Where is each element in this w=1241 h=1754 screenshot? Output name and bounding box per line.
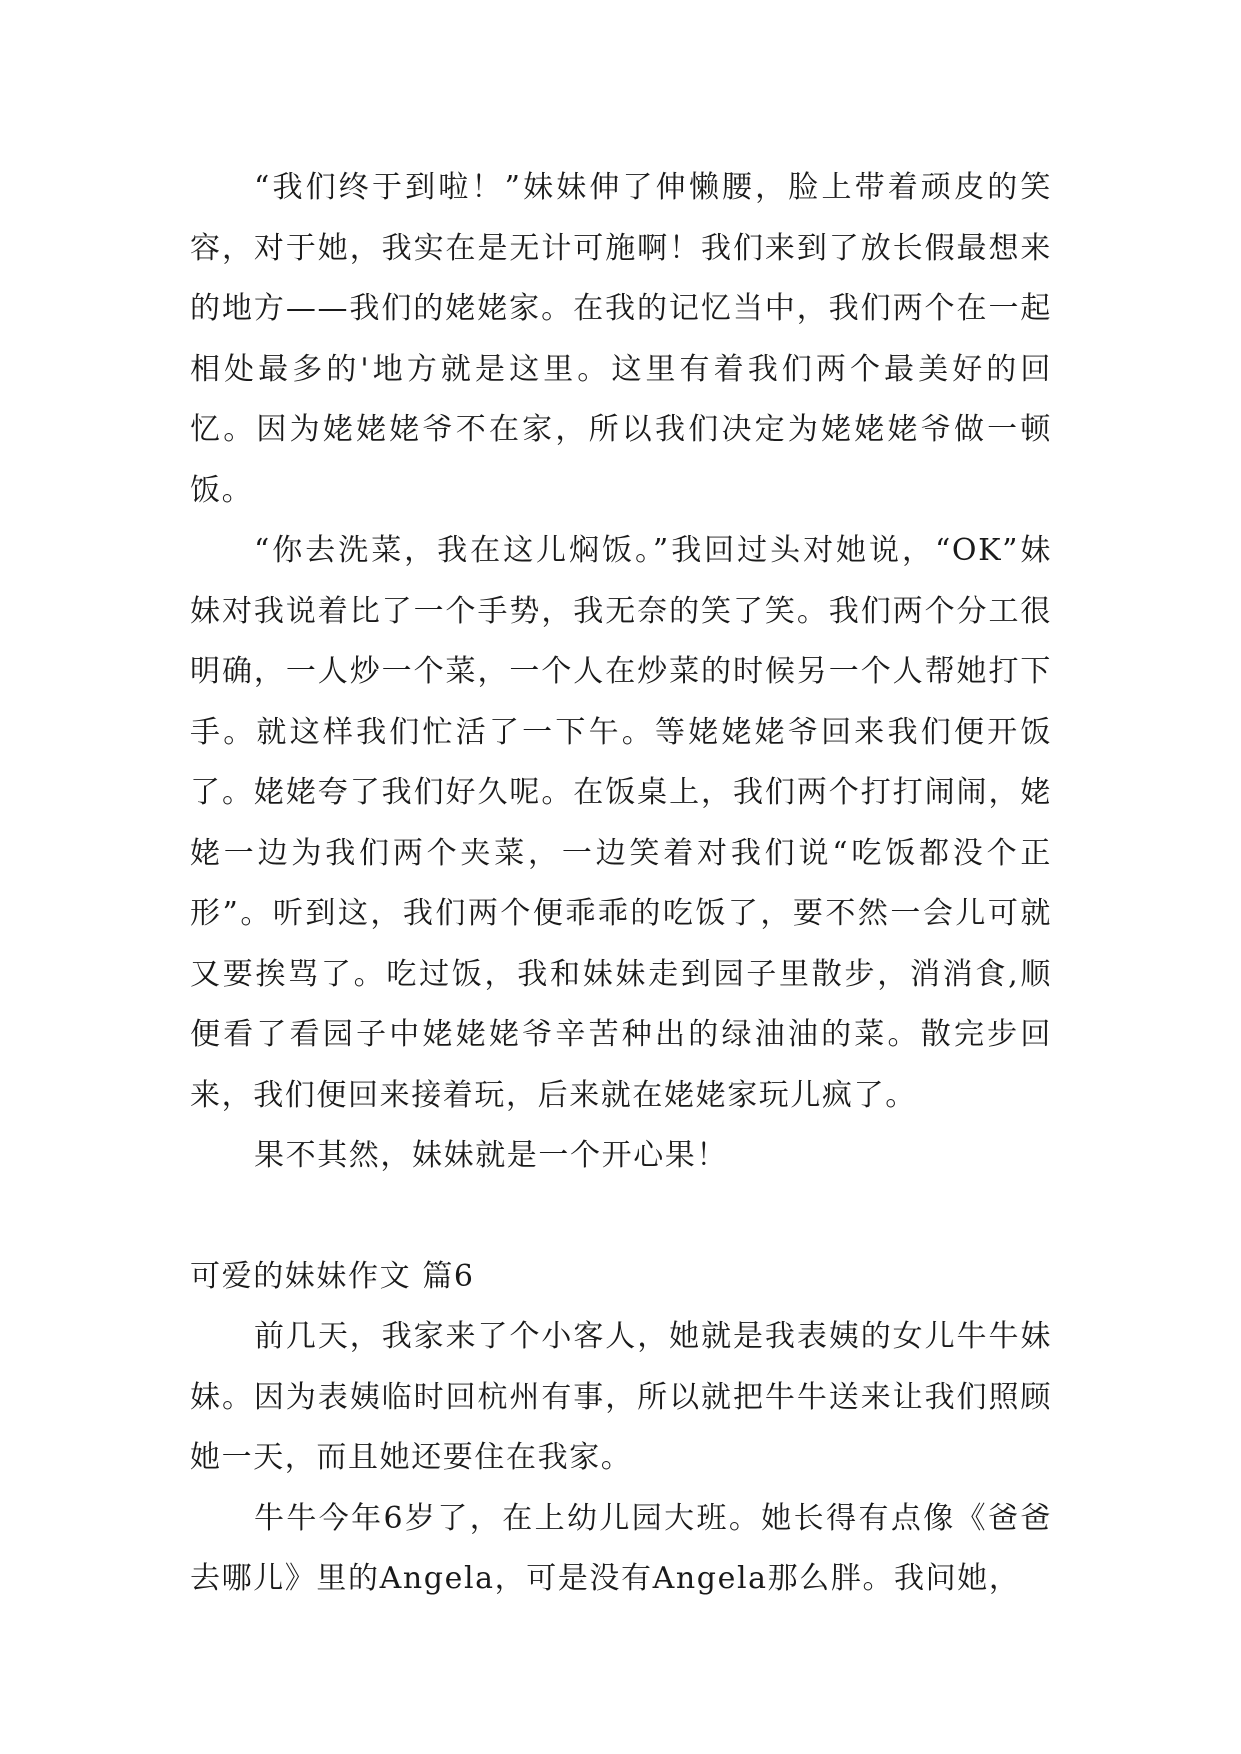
paragraph-conclusion: 果不其然，妹妹就是一个开心果！ [254,1138,728,1173]
section-heading: 可爱的妹妹作文 篇6 [190,1258,475,1294]
paragraph-cooking: “你去洗菜，我在这儿焖饭。”我回过头对她说，“OK”妹妹对我说着比了一个手势，我无奈的笑了笑。我们两个分工很明确，一人炒一个菜，一个人在炒菜的时候另一个人帮她打下手。就这样我们忙活了一下午。等姥姥姥爷回来我们便开饭了。姥姥夸了我们好久呢。在饭桌上，我们两个打打闹闹，姥姥一边为我们两个夹菜，一边笑着对我们说“吃饭都没个正形”。听到这，我们两个便乖乖的吃饭了，要不然一会儿可就又要挨骂了。吃过饭，我和妹妹走到园子里散步，消消食,顺便看了看园子中姥姥姥爷辛苦种出的绿油油的菜。散完步回来，我们便回来接着玩，后来就在姥姥家玩儿疯了。 [190,533,1052,1113]
document-page [190,158,1052,1610]
paragraph-niuniu: 牛牛今年6岁了，在上幼儿园大班。她长得有点像《爸爸去哪儿》里的Angela，可是没有Angela那么胖。我问她， [190,1500,1052,1596]
paragraph-guest: 前几天，我家来了个小客人，她就是我表姨的女儿牛牛妹妹。因为表姨临时回杭州有事，所以就把牛牛送来让我们照顾她一天，而且她还要住在我家。 [190,1319,1052,1475]
paragraph-arrival: “我们终于到啦！”妹妹伸了伸懒腰，脸上带着顽皮的笑容，对于她，我实在是无计可施啊！我们来到了放长假最想来的地方——我们的姥姥家。在我的记忆当中，我们两个在一起相处最多的'地方就是这里。这里有着我们两个最美好的回忆。因为姥姥姥爷不在家，所以我们决定为姥姥姥爷做一顿饭。 [190,170,1052,508]
section-spacer [190,1187,1052,1247]
